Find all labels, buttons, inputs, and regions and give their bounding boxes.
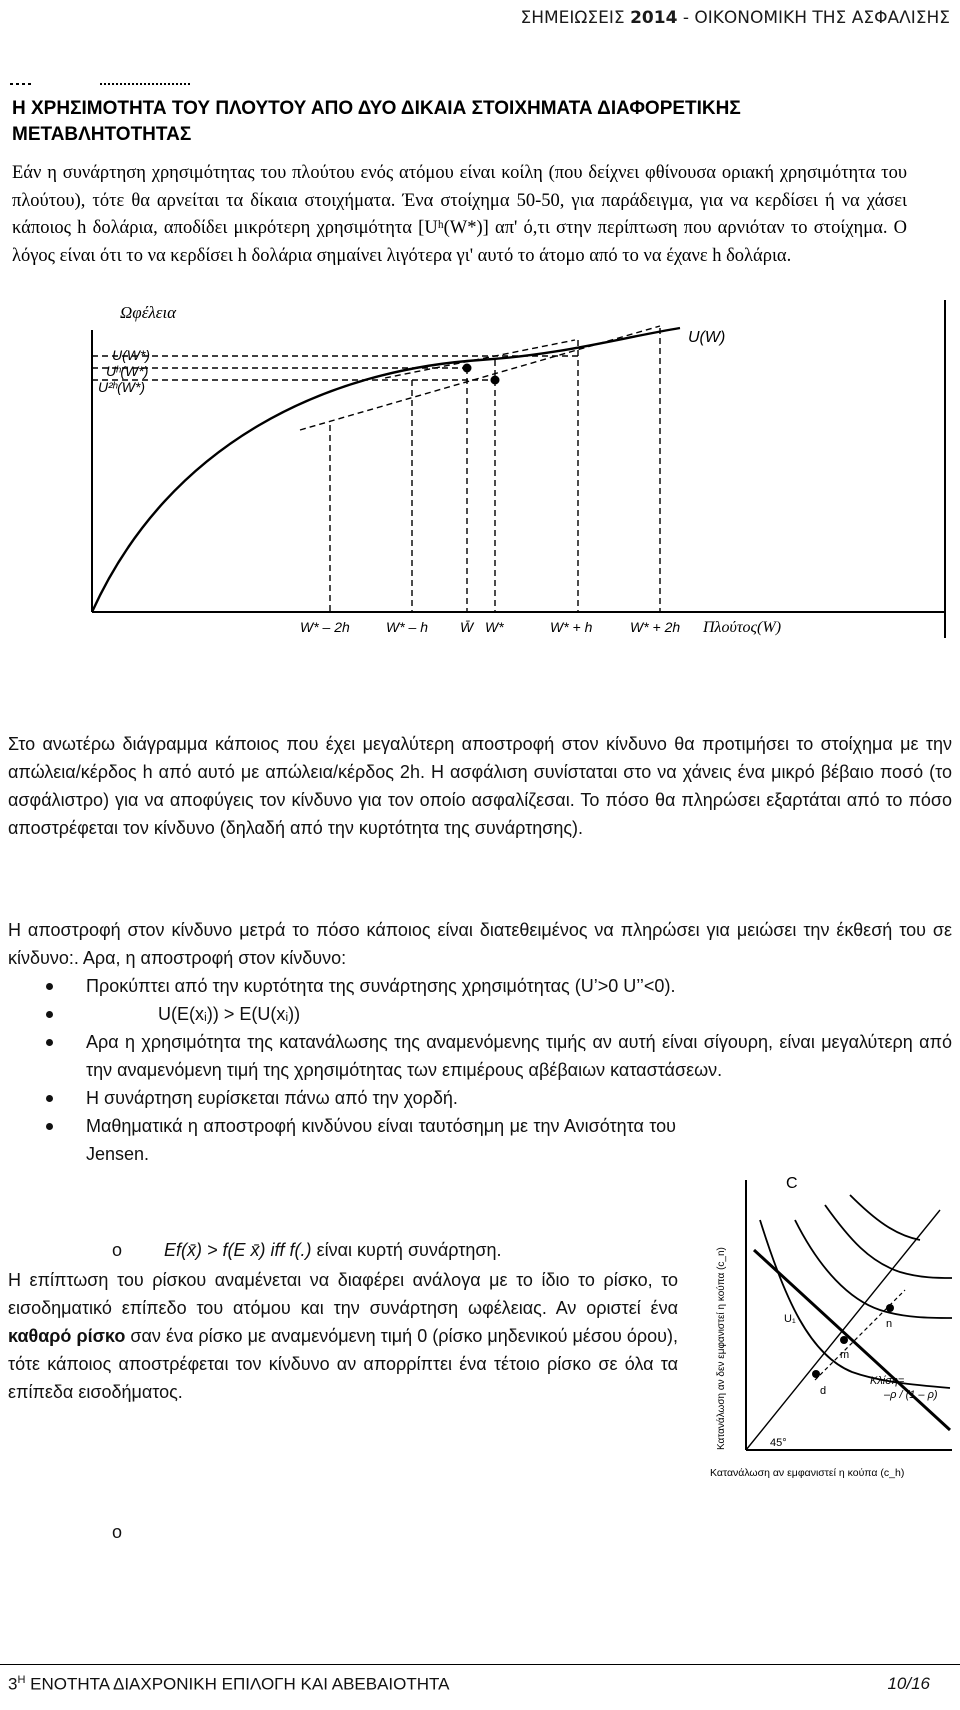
y-axis-label: Ωφέλεια <box>120 303 177 322</box>
page-number: 10/16 <box>887 1674 930 1693</box>
y-tick-u2h: U²ʰ(W*) <box>98 379 146 395</box>
dashed-projection <box>815 1290 905 1380</box>
list-item: Η συνάρτηση ευρίσκεται πάνω από την χορδή. <box>0 1084 952 1112</box>
x-tick-wm2h: W* – 2h <box>300 619 350 635</box>
y-tick-u: U(W*) <box>112 347 151 363</box>
header-suffix: - ΟΙΚΟΝΟΜΙΚΗ ΤΗΣ ΑΣΦΑΛΙΣΗΣ <box>682 8 950 28</box>
indifference-curve-4 <box>850 1195 920 1240</box>
header-year: 2014 <box>630 8 678 28</box>
slope-label-2: –ρ / (1 – ρ) <box>884 1389 938 1401</box>
paragraph-3: Η επίπτωση του ρίσκου αναμένεται να διαφέρει ανάλογα με το ίδιο το ρίσκο, το εισοδηματικό επίπεδο του ατόμου και την συνάρτηση ωφέλειας. Αν οριστεί ένα καθαρό ρίσκο σαν ένα ρίσκο με αναμενόμενη τιμή 0 (ρίσκο μηδενικού μέσου όρου), τότε κάποιος αποστρέφεται τον κίνδυνο αν απορρίπτει ένα τέτοιο ρίσκο σε όλα τα επίπεδα εισοδήματος. <box>8 1270 678 1402</box>
page-header <box>520 8 950 28</box>
x-axis-label: Κατανάλωση αν εμφανιστεί η κούπα (c_h) <box>710 1467 905 1479</box>
y-axis-label: Κατανάλωση αν δεν εμφανιστεί η κούπα (c_n) <box>716 1247 727 1450</box>
corner-label: C <box>786 1175 798 1192</box>
point-d <box>812 1370 820 1378</box>
bullet-dot <box>46 1039 53 1046</box>
indifference-curve-2 <box>795 1220 952 1318</box>
bullet-dot <box>46 983 53 990</box>
scan-title <box>12 96 892 148</box>
scan-artifact <box>10 80 190 88</box>
indifference-curve-1 <box>760 1220 950 1388</box>
pure-risk-term: καθαρό ρίσκο <box>8 1326 126 1346</box>
scan-title-line2: ΜΕΤΑΒΛΗΤΟΤΗΤΑΣ <box>12 124 192 145</box>
curve-label-u1: U₁ <box>784 1313 796 1325</box>
point-m <box>840 1336 848 1344</box>
utility-curve-figure <box>0 300 960 720</box>
sub-bullet <box>112 1236 502 1264</box>
point-2h <box>491 376 500 385</box>
point-label-m: m <box>840 1349 850 1361</box>
list-item: Προκύπτει από την κυρτότητα της συνάρτησης χρησιμότητας (U’>0 U’’<0). <box>0 972 952 1000</box>
x-tick-w: W* <box>485 619 504 635</box>
bullet-dot <box>46 1123 53 1130</box>
indifference-curve-3 <box>825 1205 952 1278</box>
list-item: U(E(xᵢ)) > E(U(xᵢ)) <box>0 1000 952 1028</box>
x-tick-wp2h: W* + 2h <box>630 619 681 635</box>
empty-list-marker: o <box>112 1522 123 1542</box>
bullet-list <box>0 972 952 1168</box>
header-prefix: ΣΗΜΕΙΩΣΕΙΣ <box>520 8 625 28</box>
paragraph-1: Στο ανωτέρω διάγραμμα κάποιος που έχει μεγαλύτερη αποστροφή στον κίνδυνο θα προτιμήσει το στοίχημα με την απώλεια/κέρδος h από αυτό με απώλεια/κέρδος 2h. Η ασφάλιση συνίσταται στο να χάνεις ένα μικρό βέβαιο ποσό (το ασφάλιστρο) για να αποφύγεις τον κίνδυνο για τον οποίο ασφαλίζεσαι. Το πόσο θα πληρώσει εξαρτάται από το πόσο αποστρέφεται τον κίνδυνο (δηλαδή από την κυρτότητα της συνάρτησης). <box>8 734 952 838</box>
x-tick-wbar: W̄ <box>460 619 474 635</box>
jensen-formula: Ef(x̄) > f(E x̄) iff f(.) <box>164 1240 312 1260</box>
y-tick-uh: Uʰ(W*) <box>106 363 149 379</box>
x-tick-wph: W* + h <box>550 619 593 635</box>
consumption-figure <box>700 1150 960 1480</box>
sub-bullet-marker: o <box>112 1240 123 1260</box>
list-item: Μαθηματικά η αποστροφή κινδύνου είναι ταυτόσημη με την Ανισότητα του Jensen. <box>0 1112 676 1168</box>
point-n <box>886 1304 894 1312</box>
sub-bullet-text: είναι κυρτή συνάρτηση. <box>316 1240 502 1260</box>
x-axis-label: Πλούτος(W) <box>703 619 782 636</box>
x-tick-wmh: W* – h <box>386 619 429 635</box>
list-item: Αρα η χρησιμότητα της κατανάλωσης της αναμενόμενης τιμής αν αυτή είναι σίγουρη, είναι μεγαλύτερη από την αναμενόμενη τιμή της χρησιμότητας των επιμέρους αβέβαιων καταστάσεων. <box>0 1028 952 1084</box>
bullet-dot <box>46 1011 53 1018</box>
bullet-dot <box>46 1095 53 1102</box>
point-label-d: d <box>820 1385 827 1397</box>
point-label-n: n <box>886 1318 893 1330</box>
footer-divider <box>0 1664 960 1665</box>
point-h <box>463 364 472 373</box>
curve-label: U(W) <box>688 329 726 346</box>
scan-paragraph: Εάν η συνάρτηση χρησιμότητας του πλούτου ενός ατόμου είναι κοίλη (που δείχνει φθίνουσα οριακή χρησιμότητα του πλούτου), τότε θα αρνείται τα δίκαια στοιχήματα. Ένα στοίχημα 50-50, για παράδειγμα, για να κερδίσει ή να χάσει κάποιος h δολάρια, αποδίδει μικρότερη χρησιμότητα [Uʰ(W*)] απ' ό,τι στην περίπτωση που αρνιόταν το στοίχημα. Ο λόγος είναι ότι το να κερδίσει h δολάρια σημαίνει λιγότερα γι' αυτό το άτομο από το να έχανε h δολάρια. <box>12 163 907 266</box>
utility-curve <box>92 328 680 612</box>
footer-chapter: $3^H$ ΕΝΟΤΗΤΑ ΔΙΑΧΡΟΝΙΚΗ ΕΠΙΛΟΓΗ ΚΑΙ ΑΒΕΒΑΙΟΤΗΤΑ <box>8 1674 450 1694</box>
slope-label-1: Κλίση= <box>870 1375 905 1387</box>
angle-label: 45° <box>770 1437 787 1449</box>
paragraph-2: Η αποστροφή στον κίνδυνο μετρά το πόσο κάποιος είναι διατεθειμένος να πληρώσει για μειώσει την έκθεσή του σε κίνδυνο:. Αρα, η αποστροφή στον κίνδυνο: <box>8 920 952 968</box>
scan-title-line1: Η ΧΡΗΣΙΜΟΤΗΤΑ ΤΟΥ ΠΛΟΥΤΟΥ ΑΠΟ ΔΥΟ ΔΙΚΑΙΑ ΣΤΟΙΧΗΜΑΤΑ ΔΙΑΦΟΡΕΤΙΚΗΣ <box>12 98 741 119</box>
